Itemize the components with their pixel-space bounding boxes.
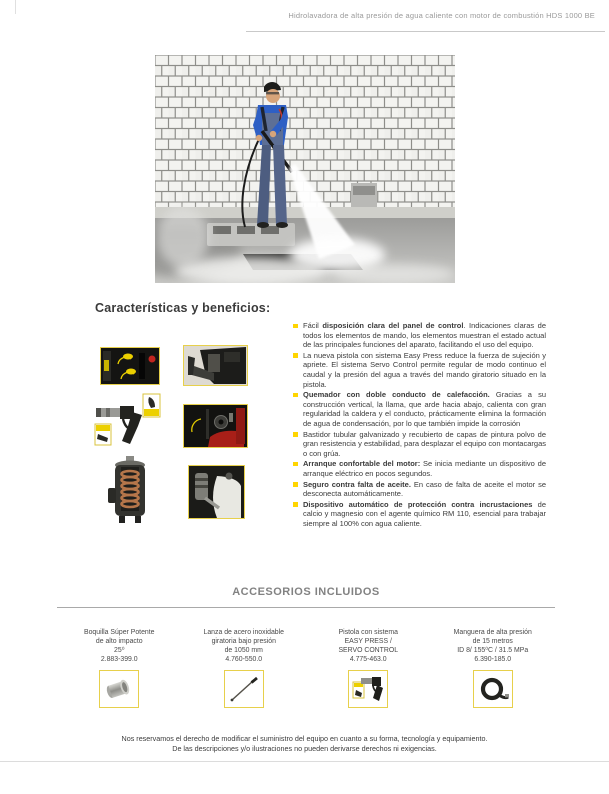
accessory-hose: Manguera de alta presión de 15 metros ID 8/ 155⁰C / 31.5 MPa 6.390-185.0: [431, 629, 556, 708]
part-number: 4.775-463.0: [349, 655, 387, 663]
accessories-divider: [57, 607, 555, 608]
water-softener-image: [189, 466, 244, 518]
hose-icon: [476, 673, 510, 705]
hose-photo: [473, 670, 513, 708]
bullet-square-icon: [293, 432, 298, 437]
accessories-heading: ACCESORIOS INCLUIDOS: [232, 586, 380, 598]
pistol-icon: [351, 673, 385, 705]
part-number: 2.883-399.0: [100, 655, 138, 663]
feature-item: Fácil disposición clara del panel de control. Indicaciones claras de todos los elementos de mando, los elementos muestran el estado actual de las principales funciones del aparato, facilitando el uso del equipo.: [293, 321, 546, 350]
features-heading: Características y beneficios:: [95, 301, 271, 315]
part-number: 4.760-550.0: [225, 655, 263, 663]
bullet-square-icon: [293, 482, 298, 487]
footer-divider: [0, 761, 609, 762]
bullet-square-icon: [293, 324, 298, 329]
nozzle-icon: [102, 673, 136, 705]
features-list: [293, 321, 546, 529]
lance-photo: [224, 670, 264, 708]
control-panel-photo: [100, 347, 160, 385]
bullet-square-icon: [293, 393, 298, 398]
crop-mark: [15, 0, 16, 14]
tubular-frame-image: [184, 346, 247, 385]
feature-item: Quemador con doble conducto de calefacción. Gracias a su construcción vertical, la llama, que arde hacia abajo, calienta con gran regularidad la caldera y el conducto, prácticamente elimina la formación de agua de condensación, por lo que también impide la corrosión: [293, 390, 546, 428]
bullet-square-icon: [293, 353, 298, 358]
heating-coil-boiler-photo: [106, 454, 154, 526]
accessories-row: [57, 629, 555, 708]
bullet-square-icon: [293, 462, 298, 467]
accessory-lance: Lanza de acero inoxidable giratoria bajo presión de 1050 mm 4.760-550.0: [182, 629, 307, 708]
nozzle-photo: [99, 670, 139, 708]
control-panel-image: [101, 348, 159, 384]
page-title: Hidrolavadora de alta presión de agua caliente con motor de combustión HDS 1000 BE: [288, 11, 595, 20]
footer-line-1: Nos reservamos el derecho de modificar el suministro del equipo en cuanto a su forma, tecnología y equipamiento.: [121, 734, 488, 743]
hero-photo: [155, 55, 455, 283]
pressure-washing-scene-image: [155, 55, 455, 283]
tubular-frame-photo: [183, 345, 248, 386]
bullet-square-icon: [293, 502, 298, 507]
burner-unit-image: [184, 405, 247, 447]
accessory-pistol: Pistola con sistema EASY PRESS / SERVO CONTROL 4.775-463.0: [306, 629, 431, 708]
heating-coil-boiler-image: [106, 454, 154, 526]
feature-item: Bastidor tubular galvanizado y recubierto de capas de pintura polvo de gran resistencia y estabilidad, para desplazar el equipo con montacargas o con grúa.: [293, 430, 546, 459]
legal-footer: [0, 734, 609, 753]
feature-item: Arranque confortable del motor: Se inicia mediante un dispositivo de arranque eléctrico en pocos segundos.: [293, 459, 546, 478]
footer-line-2: De las descripciones y/o ilustraciones no pueden derivarse derechos ni exigencias.: [172, 743, 437, 753]
water-softener-photo: [188, 465, 245, 519]
part-number: 6.390-185.0: [474, 655, 512, 663]
easy-press-gun-photo: [92, 392, 168, 448]
burner-unit-photo: [183, 404, 248, 448]
easy-press-gun-image: [92, 392, 168, 448]
lance-icon: [227, 673, 261, 705]
feature-item: Dispositivo automático de protección contra incrustaciones de calcio y magnesio con el agente químico RM 110, esencial para trabajar siempre al 100% con agua caliente.: [293, 500, 546, 529]
feature-item: Seguro contra falta de aceite. En caso de falta de aceite el motor se desconecta automáticamente.: [293, 480, 546, 499]
header-divider: [246, 31, 605, 32]
accessory-nozzle: Boquilla Súper Potente de alto impacto 25⁰ 2.883-399.0: [57, 629, 182, 708]
feature-item: La nueva pistola con sistema Easy Press reduce la fuerza de sujeción y apriete. El sistema Servo Control permite regular de modo continuo el caudal y la presión del agua a través del mando giratorio situado en la pistola.: [293, 351, 546, 389]
pistol-photo: [348, 670, 388, 708]
